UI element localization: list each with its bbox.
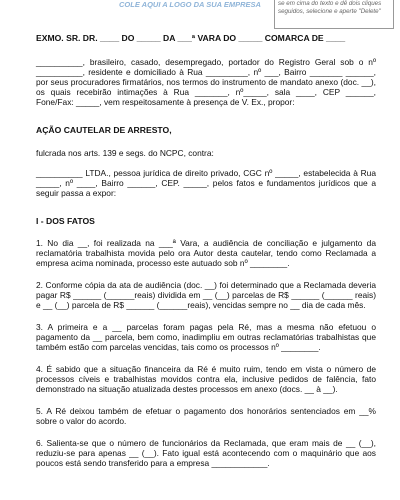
defendant-qualification: __________ LTDA., pessoa jurídica de direito privado, CGC nº _____, estabelecida à Rua _____, nº ____, Bairro ______, CEP. _____, pelos fatos e fundamentos jurídicos que a seguir passa a expor:: [36, 168, 376, 198]
fact-paragraph-3: 3. A primeira e a __ parcelas foram pagas pela Ré, mas a mesma não efetuou o pagamento da __ parcela, bem como, inadimpliu em outras reclamatórias trabalhistas que também estão com parcelas vencidas, tais como os processos nº ________.: [36, 322, 376, 352]
fact-paragraph-1: 1. No dia __, foi realizada na ___ª Vara, a audiência de conciliação e julgamento da reclamatória trabalhista movida pelo ora Autor desta cautelar, tendo como Reclamada a empresa acima nominada, processo este autuado sob nº ________.: [36, 238, 376, 268]
instruction-note: se em cima do texto e dê dois cliques seguidos, selecione e aperte "Delete": [274, 0, 394, 29]
addressee-heading: EXMO. SR. DR. ____ DO _____ DA ___ª VARA DO _____ COMARCA DE ____: [36, 33, 346, 43]
fact-paragraph-6: 6. Salienta-se que o número de funcionários da Reclamada, que eram mais de __ (__), reduziu-se para apenas __ (__). Fato igual está acontecendo com o maquinário que aos poucos está sendo transferido para a empresa ____________.: [36, 438, 376, 468]
plaintiff-qualification: __________, brasileiro, casado, desempregado, portador do Registro Geral sob o nº __________, residente e domiciliado à Rua _________, nº ___, Bairro _______ ______, por seus procuradores firmatários, nos termos do instrumento de mandato anexo (doc. __), os quais recebirão intimações à Rua _______, nº_____, sala ____, CEP ______, Fone/Fax: _____, vem respeitosamente à presença de V. Ex., propor:: [36, 57, 376, 107]
legal-basis: fulcrada nos arts. 139 e segs. do NCPC, contra:: [36, 148, 214, 158]
logo-placeholder: COLE AQUI A LOGO DA SUA EMPRESA: [119, 0, 261, 9]
fact-paragraph-4: 4. É sabido que a situação financeira da Ré é muito ruim, tendo em vista o número de processos cíveis e trabalhistas movidos contra ela, inclusive pedidos de falência, fato demonstrado na situação atualizada destes processos em anexo (docs. __ à __).: [36, 364, 376, 394]
section-title-facts: I - DOS FATOS: [36, 216, 95, 226]
action-title: AÇÃO CAUTELAR DE ARRESTO,: [36, 125, 172, 135]
petition-document: [36, 33, 376, 468]
fact-paragraph-5: 5. A Ré deixou também de efetuar o pagamento dos honorários sentenciados em __% sobre o valor do acordo.: [36, 406, 376, 426]
fact-paragraph-2: 2. Conforme cópia da ata de audiência (doc. __) foi determinado que a Reclamada deveria pagar R$ ______ (______reais) dividida em __ (__) parcelas de R$ ______ (______ reais) e __ (__) parcela de R$ ______ (______reais), vencidas sempre no __ dia de cada mês.: [36, 280, 376, 310]
